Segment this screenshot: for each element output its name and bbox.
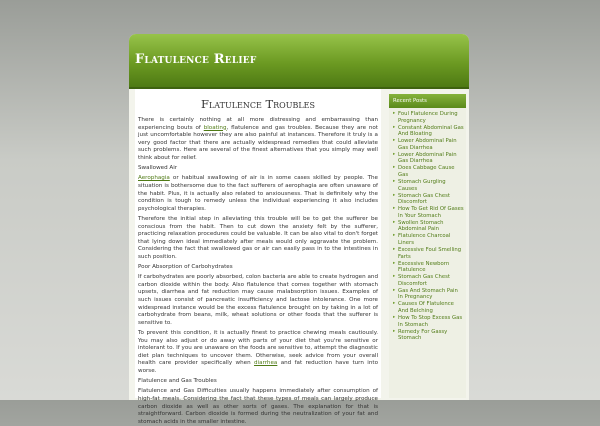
recent-post-item[interactable] (393, 301, 464, 314)
recent-post-item[interactable] (393, 165, 464, 178)
recent-post-link[interactable]: Excessive Newborn Flatulence (398, 260, 450, 274)
recent-posts-heading: Recent Posts (389, 94, 466, 108)
paragraph-intro (138, 117, 378, 163)
recent-post-item[interactable] (393, 206, 464, 219)
bullet-icon: ▸ (393, 301, 396, 307)
site-title[interactable]: Flatulence Relief (135, 52, 257, 67)
paragraph-prevent (138, 330, 378, 376)
main-content (135, 89, 381, 425)
recent-post-item[interactable] (393, 193, 464, 206)
bullet-icon: ▸ (393, 233, 396, 239)
recent-post-item[interactable] (393, 274, 464, 287)
recent-post-link[interactable]: How To Stop Excess Gas In Stomach (398, 314, 463, 328)
post-body (138, 117, 378, 426)
subheading-carbohydrates: Poor Absorption of Carbohydrates (138, 264, 233, 271)
paragraph-carbohydrates: If carbohydrates are poorly absorbed, colon bacteria are able to create hydrogen and carbon dioxide within the body. Also flatulence that comes together with stomach upsets, diarrhea and fat reduction may cause malabsorption issues. Examples of such issues consist of pancreatic insufficiency and lactose intolerance. One more widespread instance would be the excess flatulence brought on by taking in a lot of carbohydrate from beans, milk, wheat solutions or other foods that the sufferer is sensitive to. (138, 274, 378, 326)
diarrhea-link[interactable]: diarrhea (253, 360, 278, 367)
paragraph-initial-step: Therefore the initial step in alleviating this trouble will be to get the sufferer be conscious from the habit. Then to cut down the anxiety felt by the sufferer, practicing relaxation procedures could be valuable. It can be also vital to don't forget that lying down ideal immediately after meals would only aggravate the problem. Considering the fact that swallowed gas or air can easily pass in to the intestines in such position. (138, 215, 378, 260)
bullet-icon: ▸ (393, 151, 396, 157)
subheading-swallowed-air: Swallowed Air (138, 165, 178, 172)
bullet-icon: ▸ (393, 246, 396, 252)
recent-post-item[interactable] (393, 220, 464, 233)
sidebar (389, 94, 466, 398)
bullet-icon: ▸ (393, 111, 396, 116)
text: or habitual swallowing of air is in some cases skilled by people. The situation is bothersome due to the fact sufferers of aerophagia are often unaware of the habit. Plus, it is actually also related to anxiousness. That is definitely why the condition is tough to remedy unless the individual experiencing it also includes psychological therapies. (138, 175, 378, 212)
text: To prevent this condition, it is actually finest to practice chewing meals cautiously. You may also adjust or do away with parts of your diet that you're sensitive or intolerant to. If you are unaware on the foods are sensitive to, attempt the diagnostic diet plan techniques to uncover them. Otherwise, seek advice from your overall health care provider specifically when (138, 330, 378, 367)
recent-post-item[interactable] (393, 315, 464, 328)
text: There is certainly nothing at all more distressing and embarrassing than experiencing bouts of (138, 117, 378, 131)
recent-post-link[interactable]: Excessive Foul Smelling Farts (398, 246, 462, 260)
recent-post-item[interactable] (393, 152, 464, 165)
content-area (129, 89, 469, 425)
bullet-icon: ▸ (393, 219, 396, 225)
bullet-icon: ▸ (393, 192, 396, 198)
bullet-icon: ▸ (393, 178, 396, 184)
bullet-icon: ▸ (393, 287, 396, 293)
bullet-icon: ▸ (393, 328, 396, 334)
recent-post-item[interactable] (393, 261, 464, 274)
recent-post-link[interactable]: Lower Abdominal Pain Gas Diarrhea (398, 138, 457, 151)
recent-post-item[interactable] (393, 111, 464, 124)
recent-post-item[interactable] (393, 179, 464, 192)
bullet-icon: ▸ (393, 138, 396, 144)
recent-post-item[interactable] (393, 125, 464, 138)
bloating-link[interactable]: bloating (203, 124, 227, 131)
aerophagia-link[interactable]: Aerophagia (138, 175, 170, 182)
recent-posts-list (389, 108, 466, 342)
bullet-icon: ▸ (393, 260, 396, 266)
page-container (129, 34, 469, 425)
site-header (129, 34, 469, 89)
recent-post-item[interactable] (393, 247, 464, 260)
text: , flatulence and gas troubles. Because they are not just uncomfortable however they are also painful at instances. Therefore it truly is a very good factor that there are actually widespread remedies that could alleviate such problems. Here are several of the finest alternatives that you simply may well think about for relief. (138, 124, 378, 161)
post-title[interactable]: Flatulence Troubles (201, 97, 315, 111)
recent-post-link[interactable]: Remedy For Gassy Stomach (398, 328, 448, 342)
paragraph-gas-troubles: Flatulence and Gas Difficulties usually happens immediately after consumption of high-fat meals. Considering the fact that these types of meals can largely produce carbon dioxide as well as other sorts of gases. The explanation for that is straightforward. Carbon dioxide is formed during the neutralization of your fat and stomach acids in the smaller intestine. (138, 388, 378, 425)
recent-post-link[interactable]: Gas And Stomach Pain In Pregnancy (398, 287, 458, 301)
recent-post-link[interactable]: Foul Flatulence During Pregnancy (398, 111, 458, 124)
recent-post-item[interactable] (393, 138, 464, 151)
bullet-icon: ▸ (393, 314, 396, 320)
recent-post-item[interactable] (393, 329, 464, 342)
recent-post-link[interactable]: Does Cabbage Cause Gas (398, 165, 455, 179)
recent-post-link[interactable]: How To Get Rid Of Gases In Your Stomach (398, 206, 464, 219)
subheading-gas-troubles: Flatulence and Gas Troubles (138, 378, 217, 385)
bullet-icon: ▸ (393, 124, 396, 130)
paragraph-aerophagia (138, 175, 378, 213)
recent-post-item[interactable] (393, 233, 464, 246)
recent-post-link[interactable]: Stomach Gas Chest Discomfort (398, 274, 450, 287)
bullet-icon: ▸ (393, 274, 396, 280)
recent-post-item[interactable] (393, 288, 464, 301)
recent-post-link[interactable]: Stomach Gurgling Causes (398, 178, 446, 192)
bullet-icon: ▸ (393, 165, 396, 171)
recent-post-link[interactable]: Flatulence Charcoal Liners (398, 233, 451, 247)
recent-post-link[interactable]: Causes Of Flatulence And Belching (398, 301, 454, 315)
recent-post-link[interactable]: Stomach Gas Chest Discomfort (398, 192, 450, 206)
recent-post-link[interactable]: Constant Abdominal Gas And Bloating (398, 124, 464, 138)
text: and fat reduction have turn into worse. (138, 360, 378, 374)
recent-post-link[interactable]: Swollen Stomach Abdominal Pain (398, 219, 444, 233)
recent-post-link[interactable]: Lower Abdominal Pain Gas Diarrhea (398, 151, 457, 165)
bullet-icon: ▸ (393, 206, 396, 212)
